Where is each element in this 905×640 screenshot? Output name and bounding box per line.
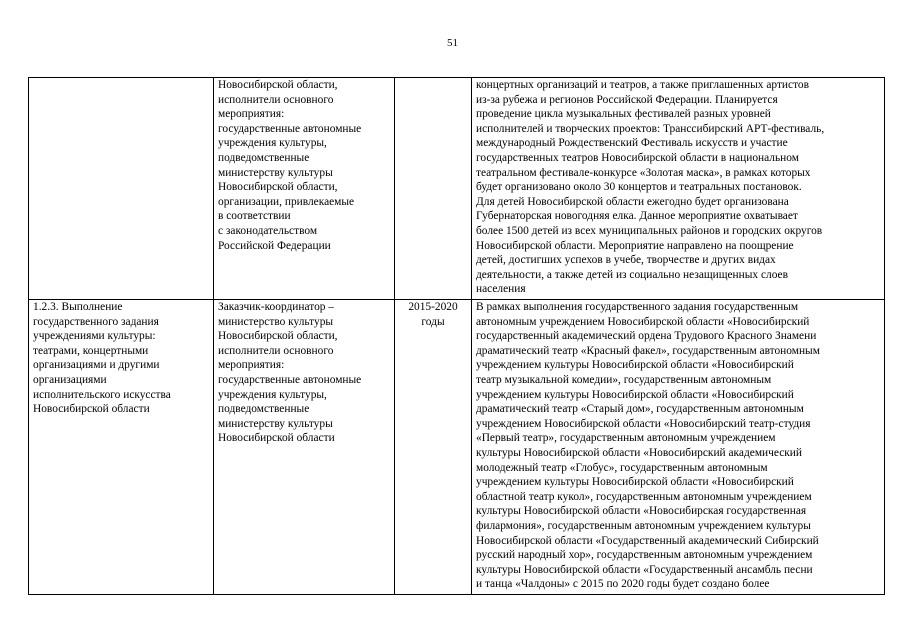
text-line: культуры Новосибирской области «Новосибирская государственная [476, 505, 807, 518]
text-line: культуры Новосибирской области «Государственный ансамбль песни [476, 563, 813, 576]
text-line: русский народный хор», государственным автономным учреждением [476, 549, 813, 562]
text-line: в соответствии [218, 210, 291, 223]
text-line: будет организовано около 30 концертов и театральных постановок. [476, 181, 802, 194]
text-line: подведомственные [218, 151, 310, 164]
text-line: проведение цикла музыкальных фестивалей разных уровней [476, 108, 771, 121]
text-line: организациями и другими [33, 359, 160, 372]
text-line: исполнители основного [218, 93, 334, 106]
text-line: учреждением культуры Новосибирской области «Новосибирский [476, 476, 794, 489]
text-line: культуры Новосибирской области «Новосибирский академический [476, 446, 802, 459]
text-line: из-за рубежа и регионов Российской Федерации. Планируется [476, 93, 778, 106]
text-line: Новосибирской области «Государственный академический Сибирский [476, 534, 819, 547]
text-line: более 1500 детей из всех муниципальных районов и городских округов [476, 224, 823, 237]
text-line: концертных организаций и театров, а также приглашенных артистов [476, 79, 809, 91]
text-line: государственного задания [33, 315, 159, 328]
text-line: филармония», государственным автономным учреждением культуры [476, 519, 811, 532]
executors-cell [214, 300, 395, 595]
text-line: и танца «Чалдоны» с 2015 по 2020 годы будет создано более [476, 578, 770, 591]
text-line: учреждением культуры Новосибирской области «Новосибирский [476, 388, 794, 401]
text-line: министерству культуры [218, 417, 333, 430]
text-line: годы [421, 315, 445, 328]
text-line: Новосибирской области, [218, 330, 338, 343]
text-line: областной театр кукол», государственным автономным учреждением [476, 490, 812, 503]
description-cell [472, 300, 885, 595]
text-line: мероприятия: [218, 108, 285, 121]
page-number: 51 [447, 37, 458, 49]
text-line: учреждениями культуры: [33, 330, 156, 343]
text-line: организациями [33, 373, 107, 386]
text-line: автономным учреждением Новосибирской области «Новосибирский [476, 315, 810, 328]
text-line: учреждением культуры Новосибирской области «Новосибирский [476, 359, 794, 372]
text-line: учреждения культуры, [218, 388, 327, 401]
text-line: Новосибирской области [33, 403, 150, 416]
text-line: Заказчик-координатор – [218, 301, 335, 313]
text-line: «Первый театр», государственным автономным учреждением [476, 432, 776, 445]
period-cell [395, 300, 472, 595]
table-row [29, 300, 885, 595]
text-line: Новосибирской области. Мероприятие направлено на поощрение [476, 239, 794, 252]
text-line: 2015-2020 [408, 301, 458, 313]
text-line: Российской Федерации [218, 239, 331, 252]
text-line: Для детей Новосибирской области ежегодно будет организована [476, 195, 789, 208]
text-line: Новосибирской области, [218, 181, 338, 194]
period-cell [395, 78, 472, 300]
program-measures-table [28, 77, 885, 595]
text-line: учреждением Новосибирской области «Новосибирский театр-студия [476, 417, 811, 430]
text-line: театральном фестивале-конкурсе «Золотая маска», в рамках которых [476, 166, 811, 179]
text-line: государственные автономные [218, 122, 362, 135]
text-line: государственные автономные [218, 373, 362, 386]
text-line: деятельности, а также детей из социально незащищенных слоев [476, 268, 788, 281]
text-line: государственных театров Новосибирской области в национальном [476, 151, 799, 164]
text-line: исполнительского искусства [33, 388, 171, 401]
measure-name-cell [29, 300, 214, 595]
description-cell [472, 78, 885, 300]
text-line: драматический театр «Красный факел», государственным автономным [476, 344, 820, 357]
text-line: драматический театр «Старый дом», государственным автономным [476, 403, 804, 416]
table-row [29, 78, 885, 300]
text-line: 1.2.3. Выполнение [33, 301, 123, 313]
text-line: государственный академический ордена Трудового Красного Знамени [476, 330, 817, 343]
text-line: учреждения культуры, [218, 137, 327, 150]
text-line: министерству культуры [218, 166, 333, 179]
text-line: театр музыкальной комедии», государственным автономным [476, 373, 772, 386]
measure-name-cell [29, 78, 214, 300]
text-line: В рамках выполнения государственного задания государственным [476, 301, 799, 313]
text-line: молодежный театр «Глобус», государственным автономным [476, 461, 768, 474]
text-line: подведомственные [218, 403, 310, 416]
text-line: мероприятия: [218, 359, 285, 372]
text-line: населения [476, 283, 526, 296]
text-line: театрами, концертными [33, 344, 149, 357]
text-line: министерство культуры [218, 315, 334, 328]
executors-cell [214, 78, 395, 300]
text-line: исполнителей и творческих проектов: Транссибирский АРТ-фестиваль, [476, 122, 825, 135]
text-line: Новосибирской области [218, 432, 335, 445]
text-line: Губернаторская новогодняя елка. Данное мероприятие охватывает [476, 210, 798, 223]
text-line: детей, достигших успехов в учебе, творчестве и других видах [476, 254, 776, 267]
text-line: исполнители основного [218, 344, 334, 357]
text-line: организации, привлекаемые [218, 195, 355, 208]
text-line: с законодательством [218, 224, 318, 237]
text-line: международный Рождественский Фестиваль искусств и участие [476, 137, 788, 150]
text-line: Новосибирской области, [218, 79, 338, 91]
